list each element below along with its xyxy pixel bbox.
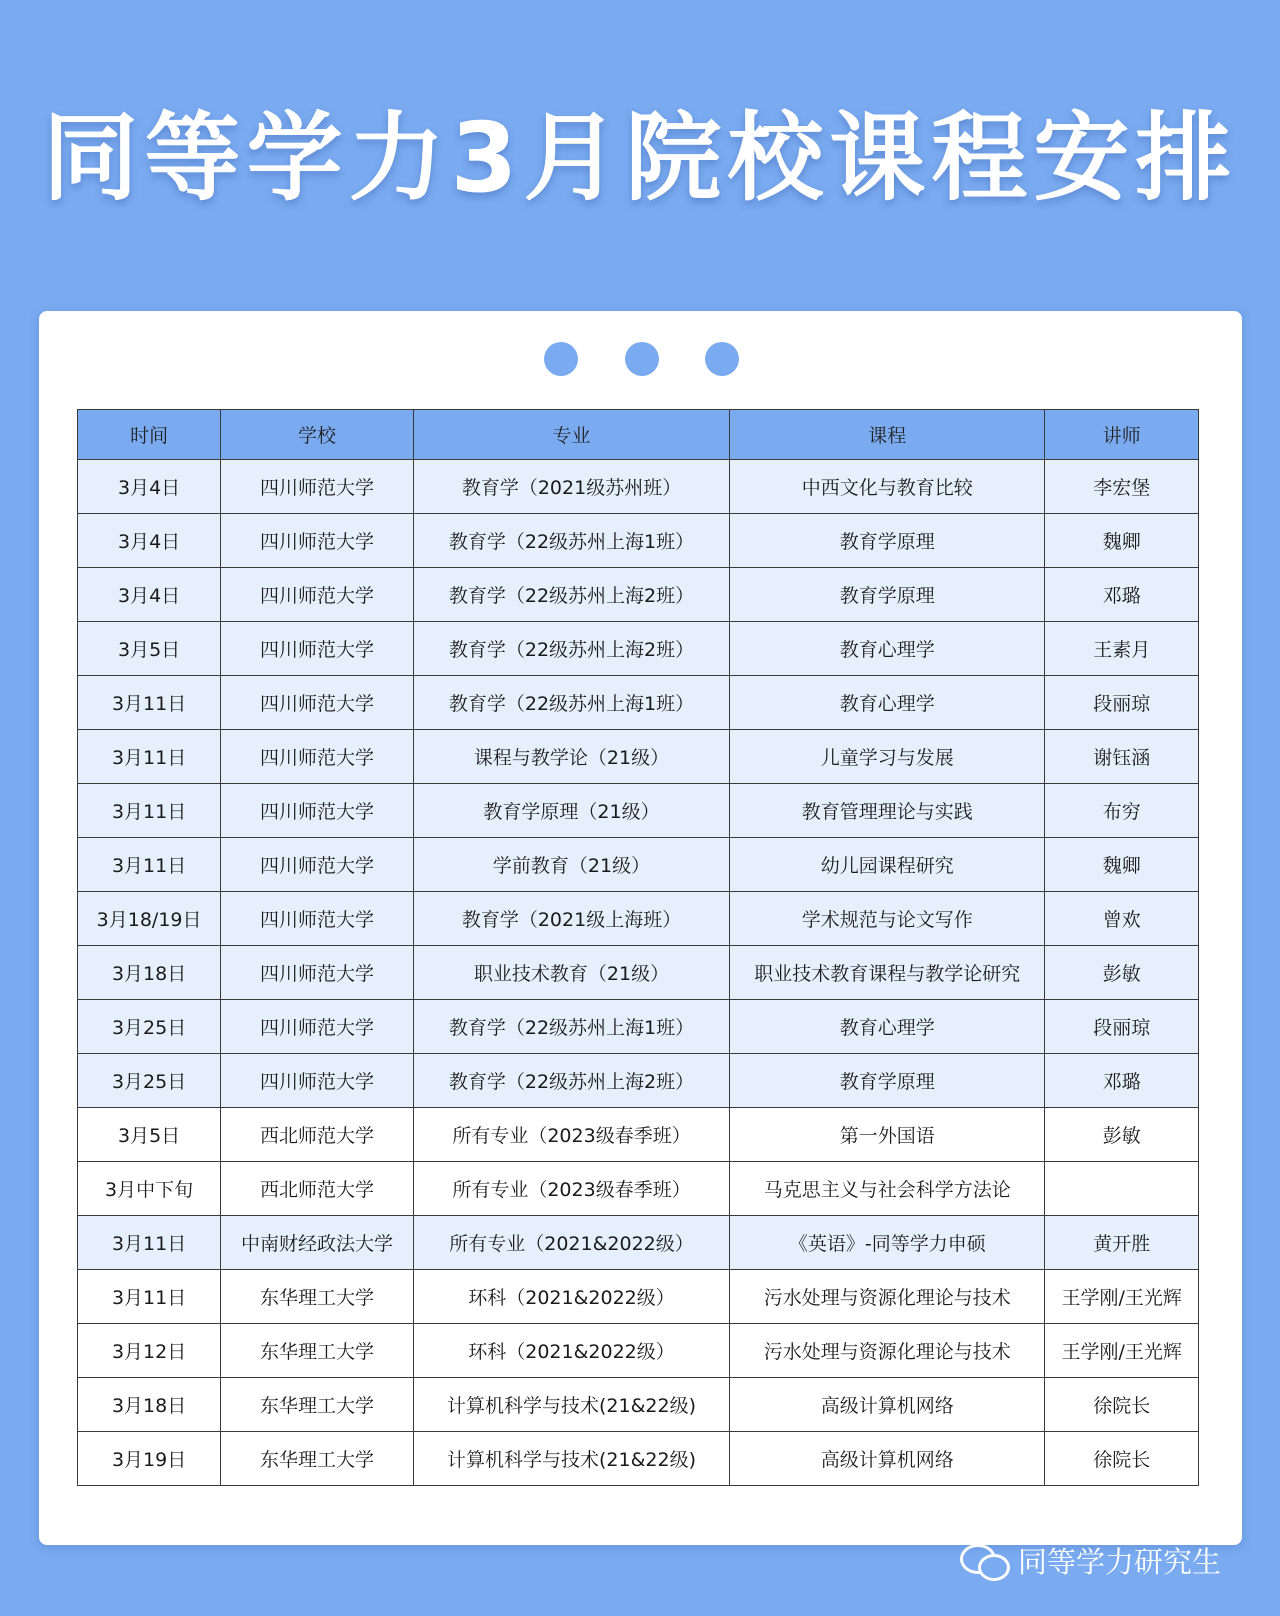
cell-course: 职业技术教育课程与教学论研究 <box>730 946 1045 1000</box>
cell-major: 计算机科学与技术(21&22级) <box>413 1432 729 1486</box>
cell-date: 3月11日 <box>78 1270 221 1324</box>
cell-course: 马克思主义与社会科学方法论 <box>730 1162 1045 1216</box>
cell-major: 教育学（2021级上海班） <box>413 892 729 946</box>
header-major: 专业 <box>413 410 729 460</box>
cell-date: 3月19日 <box>78 1432 221 1486</box>
cell-major: 教育学（22级苏州上海2班） <box>413 622 729 676</box>
cell-date: 3月25日 <box>78 1000 221 1054</box>
cell-date: 3月18日 <box>78 946 221 1000</box>
cell-date: 3月11日 <box>78 784 221 838</box>
cell-teacher: 黄开胜 <box>1045 1216 1199 1270</box>
cell-teacher: 邓璐 <box>1045 1054 1199 1108</box>
cell-teacher: 曾欢 <box>1045 892 1199 946</box>
cell-school: 西北师范大学 <box>221 1162 414 1216</box>
table-row <box>78 1162 1199 1216</box>
cell-school: 四川师范大学 <box>221 460 414 514</box>
cell-date: 3月11日 <box>78 676 221 730</box>
cell-school: 四川师范大学 <box>221 838 414 892</box>
cell-school: 四川师范大学 <box>221 676 414 730</box>
cell-major: 所有专业（2023级春季班） <box>413 1162 729 1216</box>
cell-teacher: 王学刚/王光辉 <box>1045 1270 1199 1324</box>
table-row <box>78 1108 1199 1162</box>
cell-major: 教育学（22级苏州上海2班） <box>413 1054 729 1108</box>
window-dot <box>544 342 578 376</box>
table-row <box>78 1432 1199 1486</box>
cell-school: 东华理工大学 <box>221 1270 414 1324</box>
cell-date: 3月4日 <box>78 514 221 568</box>
cell-teacher <box>1045 1162 1199 1216</box>
cell-school: 四川师范大学 <box>221 892 414 946</box>
table-row <box>78 1216 1199 1270</box>
window-dot <box>625 342 659 376</box>
cell-school: 四川师范大学 <box>221 514 414 568</box>
cell-date: 3月25日 <box>78 1054 221 1108</box>
table-row <box>78 460 1199 514</box>
cell-teacher: 魏卿 <box>1045 838 1199 892</box>
cell-date: 3月18日 <box>78 1378 221 1432</box>
table-row <box>78 892 1199 946</box>
cell-teacher: 邓璐 <box>1045 568 1199 622</box>
cell-school: 四川师范大学 <box>221 946 414 1000</box>
cell-major: 教育学（22级苏州上海1班） <box>413 1000 729 1054</box>
cell-date: 3月12日 <box>78 1324 221 1378</box>
table-row <box>78 1324 1199 1378</box>
table-body <box>78 460 1199 1486</box>
cell-school: 四川师范大学 <box>221 568 414 622</box>
table-row <box>78 784 1199 838</box>
cell-course: 幼儿园课程研究 <box>730 838 1045 892</box>
header-school: 学校 <box>221 410 414 460</box>
cell-date: 3月5日 <box>78 1108 221 1162</box>
cell-major: 教育学（22级苏州上海1班） <box>413 676 729 730</box>
page-title: 同等学力3月院校课程安排 <box>42 102 1238 214</box>
table-row <box>78 514 1199 568</box>
table-row <box>78 568 1199 622</box>
cell-course: 教育学原理 <box>730 514 1045 568</box>
wechat-icon <box>960 1540 1010 1580</box>
window-dots <box>39 342 1242 376</box>
cell-date: 3月5日 <box>78 622 221 676</box>
watermark-text: 同等学力研究生 <box>1018 1544 1222 1579</box>
cell-school: 西北师范大学 <box>221 1108 414 1162</box>
header-date: 时间 <box>78 410 221 460</box>
cell-school: 四川师范大学 <box>221 622 414 676</box>
schedule-table <box>77 409 1199 1486</box>
cell-course: 儿童学习与发展 <box>730 730 1045 784</box>
cell-teacher: 谢钰涵 <box>1045 730 1199 784</box>
cell-date: 3月11日 <box>78 730 221 784</box>
cell-teacher: 段丽琼 <box>1045 1000 1199 1054</box>
watermark <box>960 1535 1221 1585</box>
cell-course: 高级计算机网络 <box>730 1432 1045 1486</box>
cell-major: 环科（2021&2022级） <box>413 1270 729 1324</box>
table-row <box>78 946 1199 1000</box>
cell-course: 教育管理理论与实践 <box>730 784 1045 838</box>
cell-major: 教育学（2021级苏州班） <box>413 460 729 514</box>
cell-course: 教育心理学 <box>730 1000 1045 1054</box>
cell-course: 污水处理与资源化理论与技术 <box>730 1270 1045 1324</box>
cell-school: 四川师范大学 <box>221 1054 414 1108</box>
cell-course: 教育心理学 <box>730 676 1045 730</box>
cell-teacher: 李宏堡 <box>1045 460 1199 514</box>
cell-course: 高级计算机网络 <box>730 1378 1045 1432</box>
header-teacher: 讲师 <box>1045 410 1199 460</box>
cell-date: 3月18/19日 <box>78 892 221 946</box>
cell-school: 四川师范大学 <box>221 730 414 784</box>
cell-major: 教育学原理（21级） <box>413 784 729 838</box>
cell-major: 职业技术教育（21级） <box>413 946 729 1000</box>
cell-date: 3月4日 <box>78 460 221 514</box>
table-row <box>78 1378 1199 1432</box>
cell-date: 3月11日 <box>78 838 221 892</box>
window-dot <box>705 342 739 376</box>
table-row <box>78 622 1199 676</box>
cell-teacher: 魏卿 <box>1045 514 1199 568</box>
cell-course: 中西文化与教育比较 <box>730 460 1045 514</box>
header-course: 课程 <box>730 410 1045 460</box>
cell-major: 计算机科学与技术(21&22级) <box>413 1378 729 1432</box>
schedule-card <box>39 311 1242 1545</box>
cell-course: 教育学原理 <box>730 568 1045 622</box>
cell-course: 第一外国语 <box>730 1108 1045 1162</box>
table-row <box>78 730 1199 784</box>
cell-major: 所有专业（2023级春季班） <box>413 1108 729 1162</box>
cell-date: 3月11日 <box>78 1216 221 1270</box>
cell-major: 所有专业（2021&2022级） <box>413 1216 729 1270</box>
cell-date: 3月中下旬 <box>78 1162 221 1216</box>
table-row <box>78 838 1199 892</box>
cell-major: 教育学（22级苏州上海2班） <box>413 568 729 622</box>
cell-teacher: 王学刚/王光辉 <box>1045 1324 1199 1378</box>
table-row <box>78 676 1199 730</box>
cell-teacher: 徐院长 <box>1045 1378 1199 1432</box>
table-row <box>78 1054 1199 1108</box>
cell-course: 教育学原理 <box>730 1054 1045 1108</box>
cell-date: 3月4日 <box>78 568 221 622</box>
cell-course: 《英语》-同等学力申硕 <box>730 1216 1045 1270</box>
cell-major: 环科（2021&2022级） <box>413 1324 729 1378</box>
cell-teacher: 段丽琼 <box>1045 676 1199 730</box>
cell-school: 东华理工大学 <box>221 1432 414 1486</box>
cell-school: 东华理工大学 <box>221 1378 414 1432</box>
cell-school: 四川师范大学 <box>221 1000 414 1054</box>
cell-course: 污水处理与资源化理论与技术 <box>730 1324 1045 1378</box>
cell-school: 四川师范大学 <box>221 784 414 838</box>
cell-major: 教育学（22级苏州上海1班） <box>413 514 729 568</box>
table-row <box>78 1270 1199 1324</box>
cell-course: 学术规范与论文写作 <box>730 892 1045 946</box>
cell-teacher: 徐院长 <box>1045 1432 1199 1486</box>
cell-course: 教育心理学 <box>730 622 1045 676</box>
cell-major: 学前教育（21级） <box>413 838 729 892</box>
cell-school: 东华理工大学 <box>221 1324 414 1378</box>
cell-school: 中南财经政法大学 <box>221 1216 414 1270</box>
cell-teacher: 彭敏 <box>1045 1108 1199 1162</box>
cell-teacher: 彭敏 <box>1045 946 1199 1000</box>
cell-major: 课程与教学论（21级） <box>413 730 729 784</box>
table-header-row <box>78 410 1199 460</box>
cell-teacher: 王素月 <box>1045 622 1199 676</box>
cell-teacher: 布穷 <box>1045 784 1199 838</box>
table-row <box>78 1000 1199 1054</box>
